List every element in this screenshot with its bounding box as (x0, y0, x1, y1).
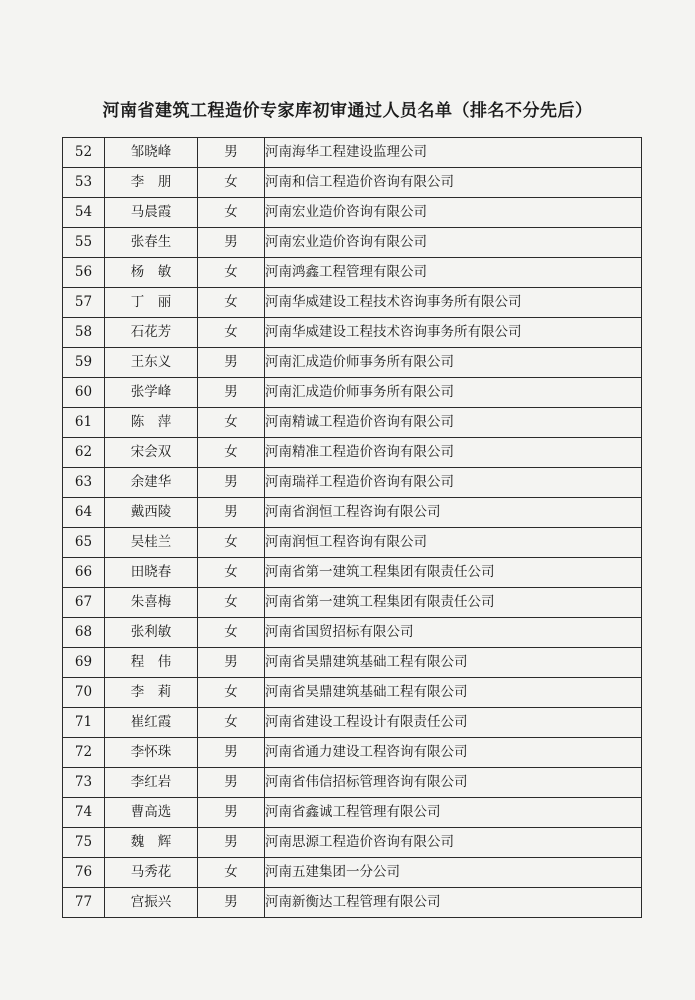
row-number: 59 (63, 348, 105, 378)
row-number: 76 (63, 858, 105, 888)
organization-name: 河南汇成造价师事务所有限公司 (265, 348, 642, 378)
organization-name: 河南宏业造价咨询有限公司 (265, 228, 642, 258)
person-name: 戴西陵 (105, 498, 198, 528)
organization-name: 河南省伟信招标管理咨询有限公司 (265, 768, 642, 798)
table-row (63, 528, 642, 558)
row-number: 60 (63, 378, 105, 408)
person-name: 朱喜梅 (105, 588, 198, 618)
row-number: 75 (63, 828, 105, 858)
person-gender: 女 (198, 288, 265, 318)
person-gender: 女 (198, 318, 265, 348)
person-gender: 男 (198, 228, 265, 258)
organization-name: 河南华威建设工程技术咨询事务所有限公司 (265, 318, 642, 348)
person-gender: 女 (198, 198, 265, 228)
table-row (63, 408, 642, 438)
organization-name: 河南海华工程建设监理公司 (265, 138, 642, 168)
person-gender: 女 (198, 258, 265, 288)
row-number: 74 (63, 798, 105, 828)
person-name: 丁 丽 (105, 288, 198, 318)
table-row (63, 738, 642, 768)
row-number: 72 (63, 738, 105, 768)
person-name: 张春生 (105, 228, 198, 258)
person-name: 李怀珠 (105, 738, 198, 768)
person-gender: 女 (198, 168, 265, 198)
person-gender: 女 (198, 408, 265, 438)
table-row (63, 858, 642, 888)
table-row (63, 468, 642, 498)
row-number: 61 (63, 408, 105, 438)
organization-name: 河南省鑫诚工程管理有限公司 (265, 798, 642, 828)
row-number: 64 (63, 498, 105, 528)
table-row (63, 798, 642, 828)
table-row (63, 348, 642, 378)
table-row (63, 768, 642, 798)
person-gender: 男 (198, 798, 265, 828)
organization-name: 河南精诚工程造价咨询有限公司 (265, 408, 642, 438)
organization-name: 河南鸿鑫工程管理有限公司 (265, 258, 642, 288)
person-gender: 男 (198, 348, 265, 378)
person-name: 陈 萍 (105, 408, 198, 438)
organization-name: 河南省润恒工程咨询有限公司 (265, 498, 642, 528)
roster-table (62, 137, 642, 918)
table-row (63, 588, 642, 618)
person-name: 田晓春 (105, 558, 198, 588)
person-gender: 女 (198, 858, 265, 888)
organization-name: 河南省建设工程设计有限责任公司 (265, 708, 642, 738)
row-number: 55 (63, 228, 105, 258)
organization-name: 河南新衡达工程管理有限公司 (265, 888, 642, 918)
row-number: 57 (63, 288, 105, 318)
organization-name: 河南省通力建设工程咨询有限公司 (265, 738, 642, 768)
row-number: 67 (63, 588, 105, 618)
table-row (63, 438, 642, 468)
table-row (63, 708, 642, 738)
row-number: 71 (63, 708, 105, 738)
person-gender: 男 (198, 498, 265, 528)
person-name: 李 朋 (105, 168, 198, 198)
person-name: 宋会双 (105, 438, 198, 468)
table-row (63, 138, 642, 168)
person-gender: 男 (198, 828, 265, 858)
person-name: 杨 敏 (105, 258, 198, 288)
person-gender: 女 (198, 588, 265, 618)
row-number: 65 (63, 528, 105, 558)
row-number: 63 (63, 468, 105, 498)
person-name: 王东义 (105, 348, 198, 378)
organization-name: 河南省昊鼎建筑基础工程有限公司 (265, 648, 642, 678)
row-number: 73 (63, 768, 105, 798)
table-row (63, 228, 642, 258)
person-gender: 女 (198, 438, 265, 468)
table-row (63, 258, 642, 288)
organization-name: 河南省昊鼎建筑基础工程有限公司 (265, 678, 642, 708)
organization-name: 河南省第一建筑工程集团有限责任公司 (265, 558, 642, 588)
person-name: 魏 辉 (105, 828, 198, 858)
person-name: 石花芳 (105, 318, 198, 348)
person-name: 李 莉 (105, 678, 198, 708)
person-name: 李红岩 (105, 768, 198, 798)
person-gender: 女 (198, 678, 265, 708)
row-number: 70 (63, 678, 105, 708)
person-gender: 女 (198, 618, 265, 648)
person-name: 张利敏 (105, 618, 198, 648)
organization-name: 河南宏业造价咨询有限公司 (265, 198, 642, 228)
page-title: 河南省建筑工程造价专家库初审通过人员名单（排名不分先后） (102, 101, 593, 121)
organization-name: 河南瑞祥工程造价咨询有限公司 (265, 468, 642, 498)
person-name: 吴桂兰 (105, 528, 198, 558)
person-gender: 男 (198, 468, 265, 498)
table-row (63, 558, 642, 588)
person-name: 崔红霞 (105, 708, 198, 738)
table-row (63, 648, 642, 678)
table-row (63, 828, 642, 858)
organization-name: 河南汇成造价师事务所有限公司 (265, 378, 642, 408)
person-gender: 男 (198, 648, 265, 678)
row-number: 66 (63, 558, 105, 588)
organization-name: 河南省国贸招标有限公司 (265, 618, 642, 648)
person-gender: 女 (198, 528, 265, 558)
organization-name: 河南省第一建筑工程集团有限责任公司 (265, 588, 642, 618)
person-name: 宫振兴 (105, 888, 198, 918)
person-gender: 女 (198, 558, 265, 588)
row-number: 58 (63, 318, 105, 348)
row-number: 56 (63, 258, 105, 288)
person-name: 邹晓峰 (105, 138, 198, 168)
table-row (63, 498, 642, 528)
person-name: 张学峰 (105, 378, 198, 408)
table-row (63, 318, 642, 348)
table-row (63, 678, 642, 708)
person-name: 马秀花 (105, 858, 198, 888)
person-name: 曹高选 (105, 798, 198, 828)
table-row (63, 198, 642, 228)
row-number: 52 (63, 138, 105, 168)
row-number: 53 (63, 168, 105, 198)
table-row (63, 888, 642, 918)
table-row (63, 618, 642, 648)
organization-name: 河南润恒工程咨询有限公司 (265, 528, 642, 558)
row-number: 62 (63, 438, 105, 468)
person-gender: 男 (198, 768, 265, 798)
organization-name: 河南华威建设工程技术咨询事务所有限公司 (265, 288, 642, 318)
row-number: 77 (63, 888, 105, 918)
organization-name: 河南五建集团一分公司 (265, 858, 642, 888)
person-gender: 男 (198, 378, 265, 408)
row-number: 54 (63, 198, 105, 228)
person-gender: 男 (198, 138, 265, 168)
person-gender: 女 (198, 708, 265, 738)
person-gender: 男 (198, 888, 265, 918)
person-name: 余建华 (105, 468, 198, 498)
organization-name: 河南精准工程造价咨询有限公司 (265, 438, 642, 468)
row-number: 68 (63, 618, 105, 648)
table-row (63, 378, 642, 408)
person-name: 程 伟 (105, 648, 198, 678)
organization-name: 河南思源工程造价咨询有限公司 (265, 828, 642, 858)
person-gender: 男 (198, 738, 265, 768)
organization-name: 河南和信工程造价咨询有限公司 (265, 168, 642, 198)
row-number: 69 (63, 648, 105, 678)
table-row (63, 288, 642, 318)
person-name: 马晨霞 (105, 198, 198, 228)
roster-body (63, 138, 642, 918)
table-row (63, 168, 642, 198)
